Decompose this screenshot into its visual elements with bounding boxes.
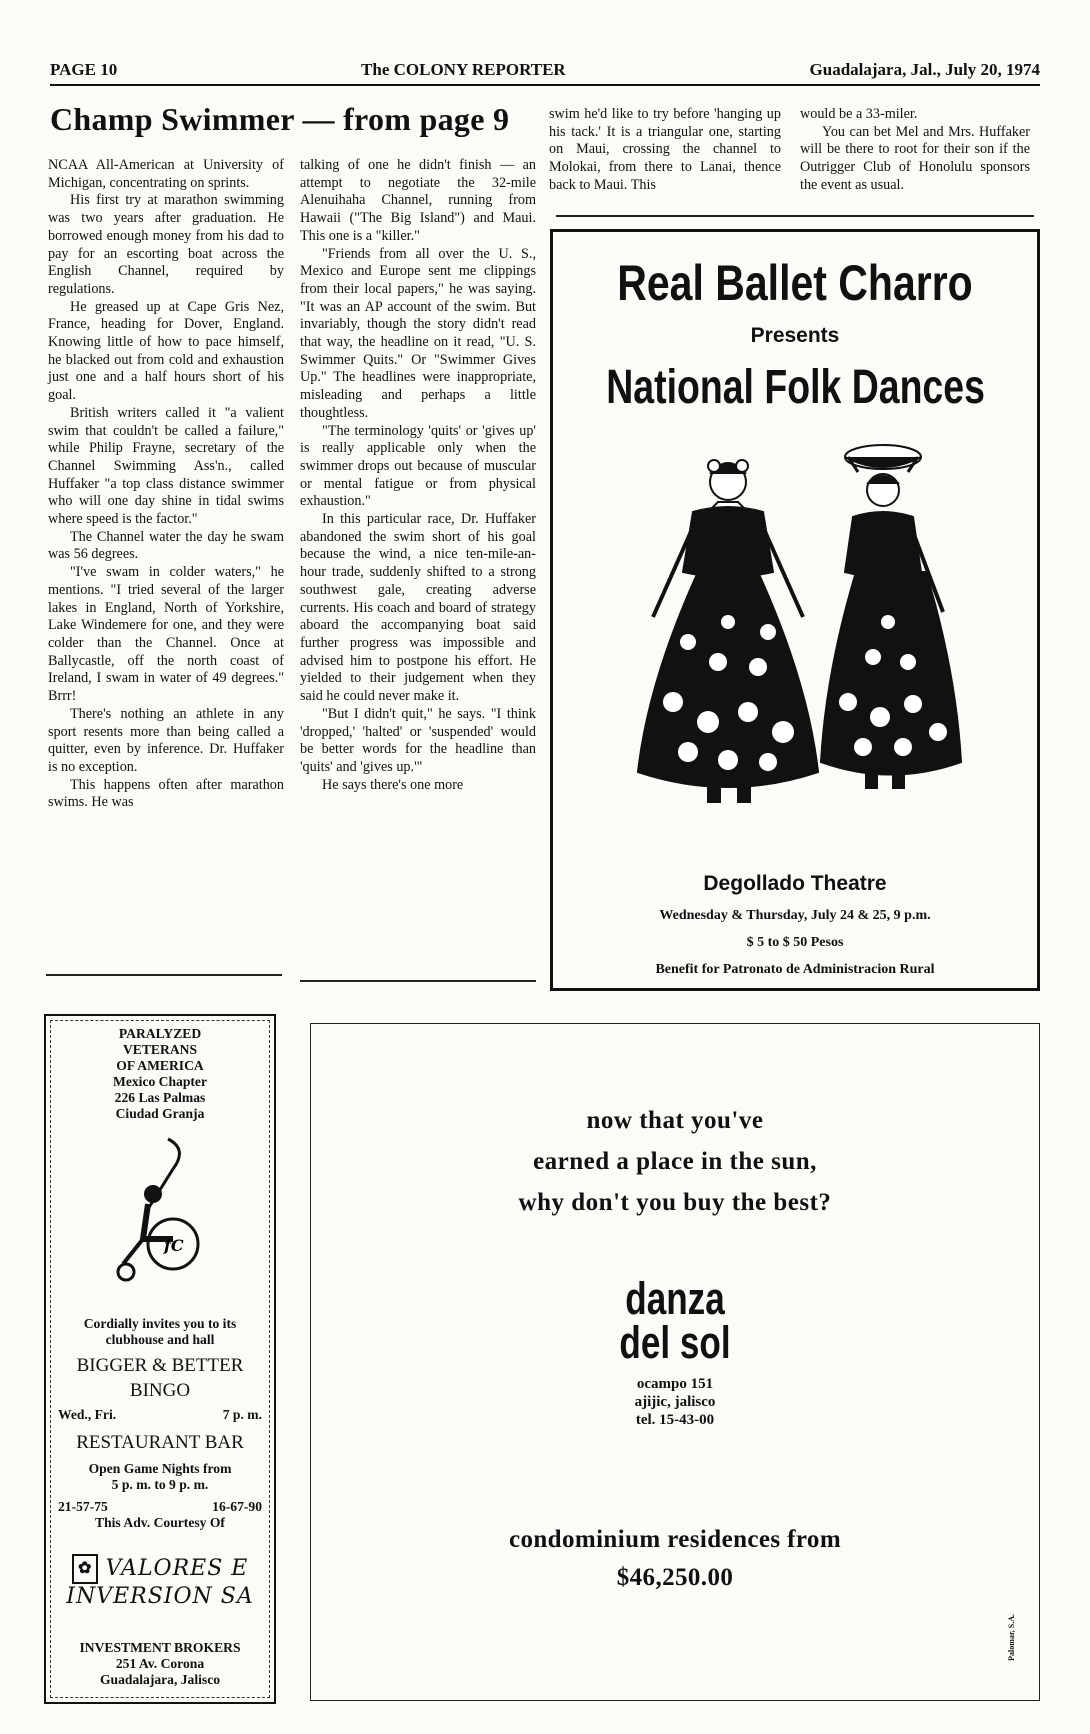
paragraph: talking of one he didn't finish — an attempt to negotiate the 32-mile Alenuihaha Channel, running from Hawaii ("The Big Island") and Maui. This one is a "killer." [300,157,536,244]
pva-days: Wed., Fri. [58,1407,117,1422]
column-rule [46,974,282,976]
paragraph: In this particular race, Dr. Huffaker abandoned the swim short of his goal because the wind, a nice ten-mile-an-hour trade, suddenly shifted to a strong southwest gale, creating adverse currents. His coach and board of strategy aboard the accompanying boat said further progress was impossible and advised him to postpone his effort. He yielded to their judgement when they said he could never make it. [300,511,536,705]
ballet-price: $ 5 to $ 50 Pesos [746,935,844,950]
article-headline: Champ Swimmer — from page 9 [50,101,510,137]
paragraph: You can bet Mel and Mrs. Huffaker will be there to root for their son if the Outrigger Club of Honolulu sponsors the event as usual. [800,123,1030,193]
pva-open: 5 p. m. to 9 p. m. [111,1477,209,1492]
danza-tagline: earned a place in the sun, [533,1148,817,1175]
paragraph: "The terminology 'quits' or 'gives up' is really applicable only when the swimmer drops out because of muscular or mental fatigue or from physical exhaustion." [300,422,536,510]
paragraph: The Channel water the day he swam was 56 degrees. [48,528,284,563]
pva-org-line: PARALYZED [118,1026,202,1041]
pva-street: 226 Las Palmas [114,1090,206,1105]
page-number: PAGE 10 [50,60,118,79]
column-rule [300,980,536,982]
danza-address: ajijic, jalisco [634,1394,716,1410]
danza-brand: danza [625,1273,725,1324]
paragraph: There's nothing an athlete in any sport resents more than being called a quitter, even by inference. Dr. Huffaker is no exception. [48,705,284,775]
paragraph: "I've swam in colder waters," he mentions. "I tried several of the larger lakes in England, North of Yorkshire, Lake Windemere for one, and they were colder than the Channel. Once at Ballycastle, off the north coast of Ireland, I swam in water of 49 degrees." Brrr! [48,564,284,705]
paragraph: He greased up at Cape Gris Nez, France, heading for Dover, England. Knowing little of how to pace himself, he blacked out from cold and exhaustion just one and a half hours short of his goal. [48,298,284,404]
pva-bingo: BINGO [129,1380,191,1401]
danza-price: $46,250.00 [616,1564,734,1591]
ballet-title: Real Ballet Charro [617,255,973,311]
pva-invite: clubhouse and hall [105,1332,215,1347]
masthead [50,56,1040,86]
paragraph: His first try at marathon swimming was two years after graduation. He borrowed enough money from his dad to pay for an escorting boat across the English Channel, required by regulations. [48,192,284,297]
pva-brokers-city: Guadalajara, Jalisco [99,1672,221,1687]
pva-brokers-address: 251 Av. Corona [115,1656,205,1671]
pva-city: Ciudad Granja [115,1106,205,1121]
danza-del-sol-advertisement [310,1023,1040,1701]
danza-brand: del sol [619,1317,731,1368]
ballet-venue: Degollado Theatre [703,872,887,895]
ballet-advertisement [550,229,1040,991]
sponsor-name: VALORES E [105,1556,249,1581]
emblem-initials: fC [164,1236,184,1255]
danza-phone: tel. 15-43-00 [635,1412,715,1428]
pva-chapter: Mexico Chapter [113,1074,207,1089]
column-rule [556,215,1034,217]
ballet-subtitle: National Folk Dances [606,361,985,414]
ballet-benefit: Benefit for Patronato de Administracion Rural [655,962,935,977]
article-column-4 [800,106,1030,195]
pva-restaurant: RESTAURANT BAR [76,1432,244,1453]
article-column-2 [300,157,536,794]
pva-advertisement [44,1014,276,1704]
danza-tagline: why don't you buy the best? [518,1189,832,1216]
pva-org-line: OF AMERICA [116,1058,204,1073]
paper-name: The COLONY REPORTER [361,60,566,79]
danza-credit: Palomar, S.A. [1007,1614,1016,1661]
paragraph: would be a 33-miler. [800,106,918,122]
pva-phone: 21-57-75 [58,1499,108,1514]
paragraph: This happens often after marathon swims. He was [48,776,284,811]
pva-phone: 16-67-90 [212,1499,262,1514]
pva-courtesy: This Adv. Courtesy Of [95,1515,225,1530]
pva-bingo: BIGGER & BETTER [76,1355,244,1376]
paragraph: British writers called it "a valient swim that couldn't be called a failure," while Philip Frayne, secretary of the Channel Swimming Ass'n., called Huffaker "a top class distance swimmer who will one day shine in tidal swims where speed is the factor." [48,404,284,528]
dancers-illustration [618,442,978,862]
paragraph: He says there's one more [322,776,464,793]
pva-brokers: INVESTMENT BROKERS [79,1640,241,1655]
ballet-presents: Presents [750,324,840,347]
pva-org-line: VETERANS [122,1042,198,1057]
wheelchair-icon [98,1134,238,1284]
danza-tagline: now that you've [586,1107,764,1134]
danza-address: ocampo 151 [636,1376,714,1392]
paragraph: NCAA All-American at University of Michigan, concentrating on sprints. [48,157,284,191]
paragraph: "Friends from all over the U. S., Mexico and Europe sent me clippings from their local papers," he was saying. "It was an AP account of the swim. But invariably, though the story didn't read that way, the headline on it read, "U. S. Swimmer Quits." Or "Swimmer Gives Up." The headlines were inappropriate, misleading and perhaps a little thoughtless. [300,245,536,421]
dateline: Guadalajara, Jal., July 20, 1974 [809,60,1040,79]
sponsor-logo-icon: ✿ [72,1554,98,1584]
article-column-1 [48,157,284,812]
paragraph: swim he'd like to try before 'hanging up his tack.' It is a triangular one, starting on Maui, crossing the channel to Molokai, from there to Lanai, thence back to Maui. This [549,106,781,193]
pva-invite: Cordially invites you to its [83,1316,237,1331]
danza-condo: condominium residences from [508,1526,842,1553]
ballet-dates: Wednesday & Thursday, July 24 & 25, 9 p.m. [659,908,931,923]
pva-open: Open Game Nights from [88,1461,232,1476]
article-column-3 [549,106,781,195]
pva-time: 7 p. m. [222,1407,262,1422]
paragraph: "But I didn't quit," he says. "I think 'dropped,' 'halted' or 'suspended' would be better words for the headline than 'quits' and 'gives up.'" [300,705,536,775]
sponsor-name: INVERSION SA [66,1584,254,1609]
